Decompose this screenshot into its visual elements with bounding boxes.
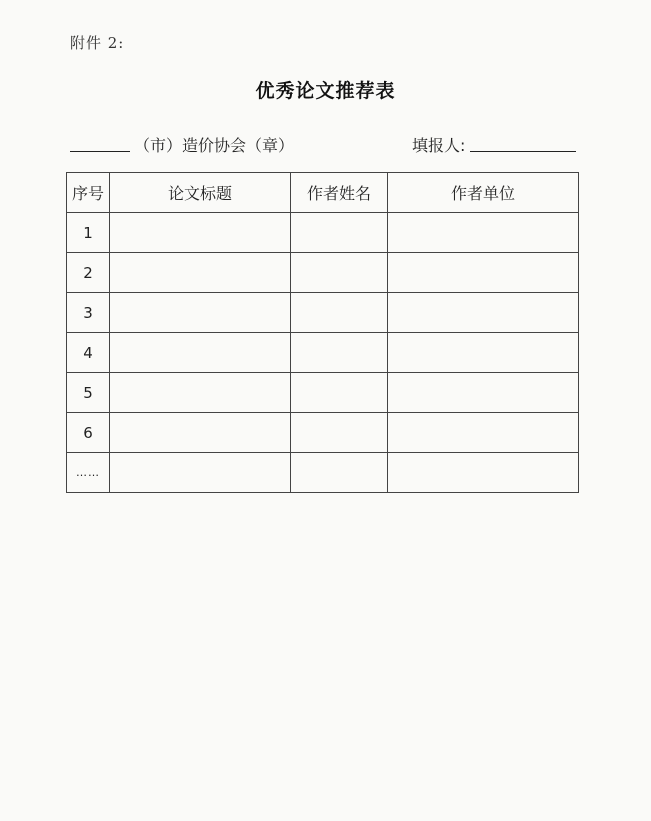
- author-unit-cell[interactable]: [388, 413, 579, 453]
- row-seq: 2: [67, 253, 110, 293]
- author-unit-cell[interactable]: [388, 253, 579, 293]
- author-name-cell[interactable]: [291, 253, 388, 293]
- paper-title-cell[interactable]: [110, 413, 291, 453]
- table-row: [67, 413, 579, 453]
- filler-blank-field[interactable]: [470, 137, 576, 152]
- paper-title-cell[interactable]: [110, 453, 291, 493]
- table-row: [67, 373, 579, 413]
- paper-title-cell[interactable]: [110, 293, 291, 333]
- paper-title-cell[interactable]: [110, 373, 291, 413]
- header-paper-title: 论文标题: [110, 173, 291, 213]
- author-name-cell[interactable]: [291, 413, 388, 453]
- filler-label: 填报人:: [412, 136, 466, 155]
- row-seq-ellipsis: ……: [67, 453, 110, 493]
- row-seq: 1: [67, 213, 110, 253]
- author-name-cell[interactable]: [291, 213, 388, 253]
- author-unit-cell[interactable]: [388, 293, 579, 333]
- author-name-cell[interactable]: [291, 333, 388, 373]
- table-row: [67, 213, 579, 253]
- association-text: （市）造价协会（章）: [134, 136, 295, 155]
- table-row: [67, 453, 579, 493]
- header-seq: 序号: [67, 173, 110, 213]
- paper-title-cell[interactable]: [110, 213, 291, 253]
- table-header-row: [67, 173, 579, 213]
- author-name-cell[interactable]: [291, 373, 388, 413]
- author-unit-cell[interactable]: [388, 373, 579, 413]
- meta-row: [68, 133, 576, 159]
- author-name-cell[interactable]: [291, 453, 388, 493]
- paper-title-cell[interactable]: [110, 333, 291, 373]
- row-seq: 4: [67, 333, 110, 373]
- author-name-cell[interactable]: [291, 293, 388, 333]
- table-row: [67, 333, 579, 373]
- paper-title-cell[interactable]: [110, 253, 291, 293]
- page-title: 优秀论文推荐表: [255, 80, 396, 102]
- author-unit-cell[interactable]: [388, 213, 579, 253]
- table-row: [67, 293, 579, 333]
- author-unit-cell[interactable]: [388, 333, 579, 373]
- city-blank-field[interactable]: [70, 137, 130, 152]
- recommendation-table: [66, 172, 579, 493]
- author-unit-cell[interactable]: [388, 453, 579, 493]
- header-author-unit: 作者单位: [388, 173, 579, 213]
- row-seq: 3: [67, 293, 110, 333]
- row-seq: 5: [67, 373, 110, 413]
- row-seq: 6: [67, 413, 110, 453]
- header-author-name: 作者姓名: [291, 173, 388, 213]
- attachment-label: 附件 2:: [70, 34, 125, 52]
- table-row: [67, 253, 579, 293]
